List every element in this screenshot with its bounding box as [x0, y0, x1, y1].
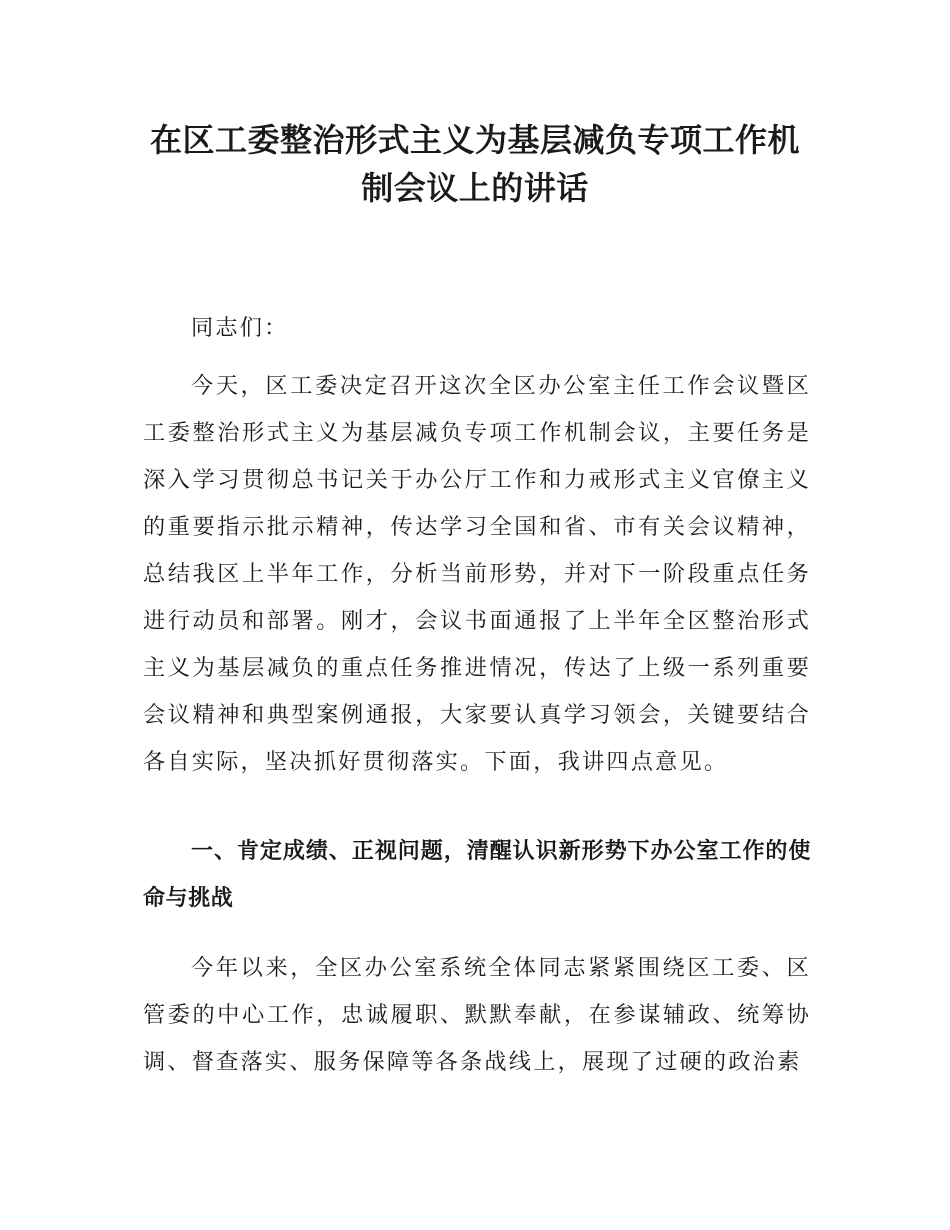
- greeting: 同志们：: [191, 315, 289, 341]
- document-title: 在区工委整治形式主义为基层减负专项工作机制会议上的讲话: [149, 121, 800, 207]
- section-heading-1: 一、肯定成绩、正视问题，清醒认识新形势下办公室工作的使命与挑战: [143, 839, 811, 911]
- paragraph-section-1: 今年以来，全区办公室系统全体同志紧紧围绕区工委、区管委的中心工作，忠诚履职、默默奉献，在参谋辅政、统筹协调、督查落实、服务保障等各条战线上，展现了过硬的政治素: [143, 955, 811, 1075]
- paragraph-opening: 今天，区工委决定召开这次全区办公室主任工作会议暨区工委整治形式主义为基层减负专项工作机制会议，主要任务是深入学习贯彻总书记关于办公厅工作和力戒形式主义官僚主义的重要指示批示精神，传达学习全国和省、市有关会议精神，总结我区上半年工作，分析当前形势，并对下一阶段重点任务进行动员和部署。刚才，会议书面通报了上半年全区整治形式主义为基层减负的重点任务推进情况，传达了上级一系列重要会议精神和典型案例通报，大家要认真学习领会，关键要结合各自实际，坚决抓好贯彻落实。下面，我讲四点意见。: [143, 373, 811, 775]
